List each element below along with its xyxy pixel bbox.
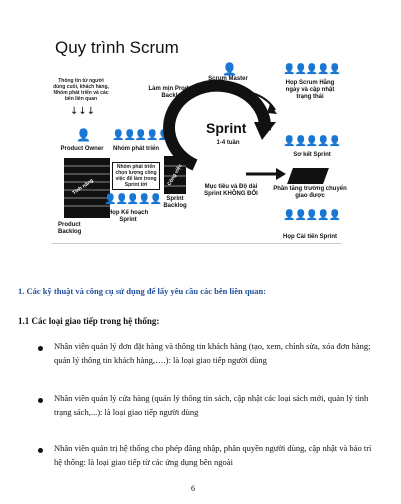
sprint-planning-label: Họp Kế hoạch Sprint: [107, 210, 149, 223]
section-heading: 1. Các kỹ thuật và công cụ sử dụng để lấy yêu cầu các bên liên quan:: [18, 286, 267, 296]
daily-scrum-icon: 👤👤👤👤👤: [283, 64, 341, 75]
daily-scrum-label: Họp Scrum Hằng ngày và cập nhật trạng thái: [285, 80, 335, 100]
refined-backlog-label: Làm mịn Product Backlog: [148, 86, 198, 99]
diagram-title: Quy trình Scrum: [55, 38, 179, 57]
down-arrows-icon: ↓↓↓: [70, 106, 96, 117]
retrospective-icon: 👤👤👤👤👤: [283, 210, 341, 221]
sprint-review-label: Sơ kết Sprint: [293, 152, 331, 158]
sprint-stack-text: Công việc: [166, 163, 184, 187]
sprint-review-icon: 👤👤👤👤👤: [283, 136, 341, 147]
list-item: Nhân viên quản lý cửa hàng (quản lý thông tin sách, cập nhật các loại sách mới, quản lý tình trạng sách,...): là loại giao tiếp người dùng: [54, 393, 369, 417]
dev-team-label: Nhóm phát triển: [113, 146, 159, 152]
sprint-backlog-label: Sprint Backlog: [163, 196, 187, 209]
retrospective-label: Họp Cải tiến Sprint: [283, 234, 337, 240]
bullet-icon: [38, 346, 43, 351]
bullet-icon: [38, 398, 43, 403]
product-backlog-label: Product Backlog: [58, 222, 82, 235]
arrow-to-increment-icon: [246, 168, 286, 180]
team-selection-note: Nhóm phát triển chọn lượng công việc để làm trong Sprint tới: [112, 162, 160, 190]
product-owner-label: Product Owner: [60, 146, 104, 152]
diagram-divider: [52, 243, 342, 244]
sprint-goal-label: Mục tiêu và Độ dài Sprint KHÔNG ĐỔI: [204, 184, 258, 197]
stakeholder-input-note: Thông tin từ người dùng cuối, khách hàng, Nhóm phát triển và các bên liên quan: [53, 78, 109, 102]
list-item: Nhân viên quản lý đơn đặt hàng và thông tin khách hàng (tạo, xem, chỉnh sửa, xóa đơn hàng; quản lý thông tin khách hàng,….): là loại giao tiếp người dùng: [54, 341, 371, 365]
page-number: 6: [191, 484, 195, 493]
subsection-heading: 1.1 Các loại giao tiếp trong hệ thống:: [18, 316, 160, 326]
increment-label: Phần tăng trưởng chuyển giao được: [273, 186, 347, 199]
scrum-diagram: [0, 0, 401, 250]
scrum-master-icon: 👤: [222, 62, 236, 76]
increment-box-icon: [287, 168, 329, 184]
scrum-master-label: Scrum Master: [208, 76, 248, 82]
sprint-label: Sprint: [206, 120, 247, 136]
sprint-planning-icon: 👤👤👤👤👤: [104, 194, 162, 205]
person-icon: 👤: [76, 128, 90, 142]
sprint-duration-label: 1-4 tuần: [216, 140, 240, 146]
bullet-icon: [38, 448, 43, 453]
dev-team-icon: 👤👤👤👤👤: [112, 130, 170, 141]
backlog-stack-text: Tính năng: [71, 177, 95, 197]
list-item: Nhân viên quản trị hệ thống cho phép đăng nhập, phân quyền người dùng, cập nhật và bảo trì hệ thống: là loại giao tiếp từ các ứng dụng bên ngoài: [54, 443, 372, 467]
